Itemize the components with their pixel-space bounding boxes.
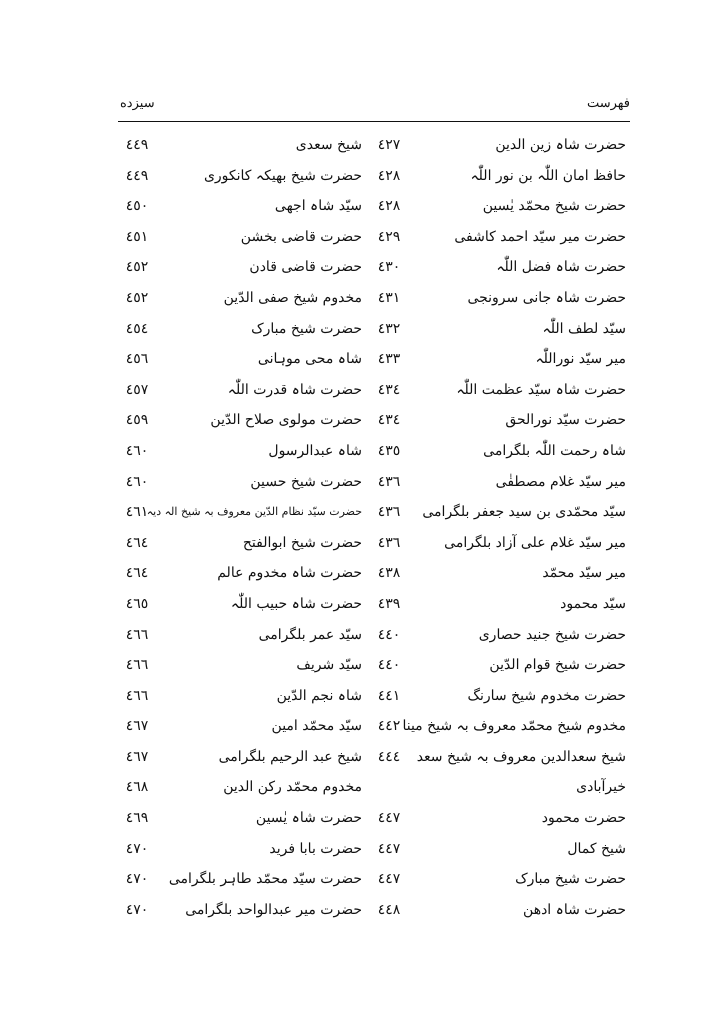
index-entry-name: حضرت سیّد محمّد طاہر بلگرامی: [168, 871, 362, 888]
index-entry-page: ٤٦٠: [125, 473, 149, 490]
index-entry-name: حضرت شیخ بھیکہ کانکوری: [203, 167, 362, 184]
index-row: [118, 283, 630, 314]
index-entry-page: ٤٦٧: [125, 718, 149, 735]
index-entry-name: شاہ رحمت اللّٰہ بلگرامی: [483, 442, 626, 459]
index-entry-page: ٤٤٧: [377, 810, 401, 827]
index-entry-name: شاہ عبدالرسول: [268, 442, 362, 459]
index-entry-page: ٤٦٦: [125, 626, 149, 643]
index-entry-name: سیّد شریف: [296, 657, 362, 674]
index-entry-page: ٤٣٣: [377, 351, 401, 368]
index-entry-page: ٤٥٠: [125, 198, 149, 215]
index-entry-page: ٤٤٤: [377, 748, 401, 765]
index-entry-page: ٤٦٤: [125, 565, 149, 582]
index-entry-name: حضرت شیخ مبارک: [515, 871, 626, 888]
index-entry-page: ٤٤٩: [125, 167, 149, 184]
index-entry-name: حضرت میر عبدالواحد بلگرامی: [185, 901, 362, 918]
index-entry-name: حضرت مولوی صلاح الدّین: [210, 412, 362, 429]
index-entry-name: حضرت شاہ مخدوم عالم: [217, 565, 362, 582]
index-entry-page: ٤٧٠: [125, 840, 149, 857]
index-row: [118, 252, 630, 283]
index-entry-page: ٤٥٢: [125, 289, 149, 306]
index-entry-name: میر سیّد نوراللّٰہ: [535, 351, 626, 368]
index-entry-page: ٤٣٨: [377, 565, 401, 582]
index-row: [118, 803, 630, 834]
index-row: [118, 589, 630, 620]
index-entry-page: ٤٣٥: [377, 442, 401, 459]
index-entry-name: حضرت سیّد نظام الدّین معروف بہ شیخ الہ دیہ: [146, 505, 362, 519]
index-entry-page: ٤٢٩: [377, 228, 401, 245]
index-entry-name: حضرت شاہ فضل اللّٰہ: [496, 259, 626, 276]
index-entry-page: ٤٦٧: [125, 748, 149, 765]
index-row: [118, 711, 630, 742]
index-row: [118, 405, 630, 436]
index-entry-page: ٤٦٦: [125, 687, 149, 704]
index-entry-name: حضرت شاہ زین الدین: [495, 137, 626, 153]
index-entry-name: حضرت شاہ جانی سرونجی: [467, 289, 626, 306]
index-row: [118, 864, 630, 895]
index-entry-page: ٤٦٩: [125, 810, 149, 827]
index-entry-name: سیّد لطف اللّٰہ: [542, 320, 626, 337]
index-entry-name: میر سیّد محمّد: [542, 565, 626, 582]
index-entry-page: ٤٢٧: [377, 137, 401, 153]
index-row: [118, 620, 630, 651]
index-entry-page: ٤٤٩: [125, 137, 149, 153]
index-entry-name: حضرت شیخ حسین: [250, 473, 362, 490]
index-entry-name: مخدوم شیخ صفی الدّین: [223, 289, 362, 306]
index-row: [118, 191, 630, 222]
index-entry-name: حضرت شیخ جنید حصاری: [478, 626, 626, 643]
index-entry-page: ٤٥٩: [125, 412, 149, 429]
index-row: [118, 834, 630, 865]
index-entry-page: ٤٣٦: [377, 504, 401, 521]
index-entry-name: شاہ نجم الدّین: [276, 687, 362, 704]
index-entry-page: ٤٥٤: [125, 320, 149, 337]
index-entry-page: ٤٣١: [377, 289, 401, 306]
index-entry-page: ٤٣٦: [377, 534, 401, 551]
running-header: [120, 96, 630, 118]
index-row: [118, 467, 630, 498]
index-entry-name: حضرت میر سیّد احمد کاشفی: [454, 228, 626, 245]
index-entry-name: میر سیّد غلام مصطفٰی: [495, 473, 626, 490]
index-entry-name: حضرت مخدوم شیخ سارنگ: [467, 687, 626, 704]
header-rule: [118, 121, 630, 122]
index-entry-page: ٤٥٧: [125, 381, 149, 398]
index-entry-page: ٤٣٤: [377, 412, 401, 429]
header-page-number: سیزده: [120, 96, 155, 111]
index-entry-page: ٤٢٨: [377, 167, 401, 184]
index-entry-name: سیّد محمّدی بن سید جعفر بلگرامی: [422, 504, 626, 521]
index-entry-name: شیخ سعدی: [295, 137, 362, 153]
index-entry-page: ٤٦٤: [125, 534, 149, 551]
index-entry-name: میر سیّد غلام علی آزاد بلگرامی: [444, 534, 626, 551]
index-entry-name: حضرت شاہ سیّد عظمت اللّٰہ: [456, 381, 626, 398]
index-row: [118, 681, 630, 712]
index-entry-name: حضرت شاہ قدرت اللّٰہ: [227, 381, 362, 398]
index-entry-page: ٤٣٦: [377, 473, 401, 490]
index-entry-name: سیّد شاہ اجھی: [274, 198, 362, 215]
index-entry-page: ٤٤٢: [377, 718, 401, 735]
index-row: [118, 222, 630, 253]
index-row: [118, 375, 630, 406]
index-row: [118, 436, 630, 467]
index-entry-page: ٤٥٢: [125, 259, 149, 276]
index-entry-name: حضرت بابا فرید: [269, 840, 362, 857]
index-entry-page: ٤٣٢: [377, 320, 401, 337]
index-entry-page: ٤٣٤: [377, 381, 401, 398]
index-entry-name: سیّد محمود: [560, 595, 626, 612]
index-table: [118, 130, 630, 925]
index-entry-page: ٤٧٠: [125, 901, 149, 918]
index-entry-page: ٤٤١: [377, 687, 401, 704]
index-entry-page: ٤٦١: [125, 504, 149, 521]
index-entry-page: ٤٦٨: [125, 779, 149, 796]
index-entry-name: حضرت شاہ ادھن: [523, 901, 626, 918]
index-row: [118, 558, 630, 589]
index-entry-name: حافظ امان اللّٰہ بن نور اللّٰہ: [470, 167, 626, 184]
index-row: [118, 314, 630, 345]
index-row: [118, 895, 630, 926]
index-entry-name: سیّد محمّد امین: [271, 718, 362, 735]
index-row: [118, 528, 630, 559]
index-entry-name: حضرت شیخ قوام الدّین: [489, 657, 626, 674]
index-entry-name: حضرت قاضی قادن: [249, 259, 362, 276]
index-entry-name: حضرت شیخ محمّد یٰسین: [482, 198, 626, 215]
index-entry-name: مخدوم شیخ محمّد معروف بہ شیخ مینا: [402, 718, 626, 735]
index-row: [118, 344, 630, 375]
index-entry-page: ٤٣٠: [377, 259, 401, 276]
index-entry-page: ٤٦٦: [125, 657, 149, 674]
index-entry-page: ٤٥٦: [125, 351, 149, 368]
index-entry-name: شیخ کمال: [567, 840, 626, 857]
index-entry-page: ٤٤٠: [377, 657, 401, 674]
index-entry-page: ٤٥١: [125, 228, 149, 245]
index-entry-name: شیخ سعدالدین معروف بہ شیخ سعد: [416, 748, 626, 765]
index-entry-name: مخدوم محمّد رکن الدین: [223, 779, 362, 796]
index-row: [118, 772, 630, 803]
header-title: فهرست: [586, 96, 630, 111]
index-row: [118, 497, 630, 528]
index-entry-page: ٤٤٨: [377, 901, 401, 918]
index-entry-name: سیّد عمر بلگرامی: [258, 626, 362, 643]
index-entry-page: ٤٤٧: [377, 871, 401, 888]
index-entry-name: حضرت محمود: [541, 810, 626, 827]
index-entry-name: حضرت شیخ مبارک: [251, 320, 362, 337]
index-entry-page: ٤٧٠: [125, 871, 149, 888]
index-entry-page: ٤٦٠: [125, 442, 149, 459]
index-entry-name: خیرآبادی: [576, 779, 626, 796]
index-entry-page: ٤٤٧: [377, 840, 401, 857]
index-entry-page: ٤٦٥: [125, 595, 149, 612]
index-entry-page: ٤٤٠: [377, 626, 401, 643]
index-entry-name: شاہ محی موہانی: [257, 351, 362, 368]
index-entry-name: حضرت سیّد نورالحق: [505, 412, 626, 429]
index-entry-name: حضرت شاہ یٰسین: [255, 810, 362, 827]
index-row: [118, 130, 630, 161]
index-row: [118, 650, 630, 681]
index-entry-name: حضرت شاہ حبیب اللّٰہ: [230, 595, 362, 612]
index-row: [118, 742, 630, 773]
index-entry-name: حضرت قاضی بخشن: [240, 228, 362, 245]
index-entry-page: ٤٣٩: [377, 595, 401, 612]
index-entry-name: شیخ عبد الرحیم بلگرامی: [218, 748, 362, 765]
index-entry-name: حضرت شیخ ابوالفتح: [242, 534, 362, 551]
index-row: [118, 161, 630, 192]
index-entry-page: ٤٢٨: [377, 198, 401, 215]
